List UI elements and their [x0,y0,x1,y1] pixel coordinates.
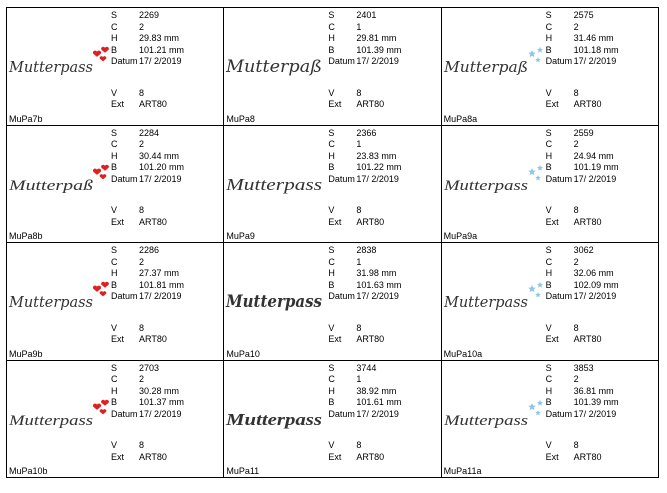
design-cell[interactable] [442,243,659,361]
meta-value: ART80 [573,334,602,345]
star-icon [537,282,543,288]
embroidery-lettering: Mutterpass [442,177,528,194]
meta-value: 8 [573,322,579,333]
meta-value: 38.92 mm [356,385,397,396]
meta-label: S [545,127,552,138]
meta-label: V [328,205,335,216]
meta-label: Datum [328,408,355,419]
meta-value: 2401 [356,10,377,20]
meta-label: Ext [328,216,342,227]
heart-icon [101,282,109,288]
meta-value: 102.09 mm [573,279,619,290]
meta-label: C [545,139,553,150]
meta-label: B [328,44,335,55]
design-preview [224,267,328,331]
meta-value: 2 [139,139,145,150]
meta-value: 2 [573,374,579,385]
meta-value: ART80 [139,334,167,345]
meta-value: 2 [573,256,579,267]
meta-label: B [111,162,118,173]
meta-value: 3853 [573,362,594,373]
meta-label: Datum [545,408,573,419]
design-preview [442,385,546,449]
embroidery-lettering: Mutterpass [225,292,323,312]
embroidery-lettering: Mutterpass [442,412,528,429]
heart-icon [93,51,101,57]
meta-label: Datum [111,56,138,67]
meta-label: H [111,385,118,396]
meta-label: C [328,256,335,267]
meta-value: 2559 [573,127,594,138]
meta-label: S [328,10,335,20]
meta-value: 2 [573,21,579,32]
design-name: MuPa11a [443,466,482,476]
design-name: MuPa8b [9,231,43,241]
meta-label: H [328,268,335,279]
star-icon [537,164,543,170]
meta-value: 17/ 2/2019 [139,56,182,67]
meta-label: B [328,397,335,408]
design-preview [224,385,328,449]
meta-label: V [111,322,118,333]
design-name: MuPa10 [226,348,260,359]
meta-value: 1 [356,21,362,32]
meta-label: Ext [111,99,125,110]
star-icon [535,292,541,297]
meta-label: Datum [545,291,573,302]
embroidery-lettering: Mutterpaß [225,57,323,77]
meta-label: B [545,162,552,173]
meta-label: H [111,268,118,279]
meta-label: B [111,279,118,290]
meta-label: H [545,385,553,396]
heart-icon [93,403,101,409]
meta-value: 8 [356,205,362,216]
meta-label: H [545,150,553,161]
meta-value: ART80 [573,216,602,227]
meta-value: 101.20 mm [139,162,185,173]
meta-value: 8 [139,87,145,98]
meta-value: 29.83 mm [139,33,180,44]
star-icon [537,47,543,53]
meta-label: H [111,150,118,161]
meta-value: 1 [356,374,362,385]
design-cell[interactable] [7,243,224,361]
design-cell[interactable] [442,361,659,479]
meta-value: ART80 [356,216,385,227]
meta-value: 2 [139,256,145,267]
meta-label: S [545,362,552,373]
meta-value: 101.22 mm [356,162,402,173]
meta-value: ART80 [573,99,602,110]
meta-value: 8 [356,87,362,98]
meta-label: V [328,87,335,98]
meta-value: 101.18 mm [573,44,619,55]
meta-label: S [545,10,552,20]
heart-icon [100,409,107,414]
meta-value: 1 [356,256,362,267]
embroidery-lettering: Mutterpass [7,412,94,429]
meta-label: B [545,397,552,408]
design-name: MuPa8 [226,113,255,124]
meta-label: V [111,440,118,451]
meta-value: 8 [356,322,362,333]
meta-label: C [111,21,118,32]
meta-label: V [545,205,552,216]
design-preview [224,150,328,214]
meta-value: 17/ 2/2019 [573,56,617,67]
meta-value: 23.83 mm [356,150,397,161]
design-cell[interactable] [442,126,659,244]
meta-value: 17/ 2/2019 [356,56,399,67]
meta-value: 17/ 2/2019 [573,291,617,302]
meta-value: ART80 [356,334,385,345]
catalog-grid [6,7,659,478]
meta-value: 17/ 2/2019 [139,291,182,302]
meta-value: 101.39 mm [573,397,619,408]
meta-value: 36.81 mm [573,385,614,396]
meta-value: 8 [139,322,145,333]
meta-value: 101.37 mm [139,397,185,408]
embroidery-lettering: Mutterpass [225,409,323,429]
meta-value: 2284 [139,127,160,138]
meta-value: 2575 [573,10,594,20]
meta-value: 2269 [139,10,160,20]
design-preview [7,267,111,331]
meta-label: V [111,87,118,98]
meta-label: S [111,245,118,255]
design-cell[interactable] [224,361,441,479]
meta-value: 2703 [139,362,160,373]
meta-value: 17/ 2/2019 [139,173,182,184]
design-name: MuPa9 [226,231,255,241]
meta-value: 31.46 mm [573,33,614,44]
meta-label: V [545,322,552,333]
meta-value: 8 [573,440,579,451]
meta-label: C [111,256,118,267]
meta-label: B [545,44,552,55]
design-name: MuPa9a [443,231,478,241]
design-cell[interactable] [7,126,224,244]
design-preview [442,150,546,214]
embroidery-lettering: Mutterpass [225,174,323,194]
meta-value: 8 [573,87,579,98]
meta-label: S [111,10,118,20]
meta-value: 24.94 mm [573,150,614,161]
star-icon [535,410,541,415]
meta-value: 8 [139,440,145,451]
heart-icon [101,399,109,405]
meta-value: 27.37 mm [139,268,180,279]
star-icon [528,50,536,57]
design-name: MuPa8a [443,113,478,124]
meta-value: 30.44 mm [139,150,180,161]
meta-label: S [328,127,335,138]
design-cell[interactable] [224,126,441,244]
meta-label: Datum [111,291,138,302]
meta-value: 101.21 mm [139,44,185,55]
meta-label: Ext [328,99,342,110]
star-icon [537,399,543,405]
meta-value: 17/ 2/2019 [139,408,182,419]
meta-label: C [545,374,553,385]
meta-value: 8 [139,205,145,216]
meta-value: ART80 [356,451,385,462]
meta-label: V [328,440,335,451]
design-preview [7,150,111,214]
heart-icon [101,47,109,53]
meta-label: H [328,150,335,161]
meta-label: Ext [545,451,559,462]
meta-value: 32.06 mm [573,268,614,279]
meta-label: B [545,279,552,290]
meta-label: C [111,374,118,385]
meta-label: Datum [545,56,573,67]
design-preview [7,385,111,449]
meta-label: H [328,385,335,396]
design-name: MuPa11 [226,466,260,476]
meta-label: S [545,245,552,255]
meta-label: C [545,256,553,267]
meta-value: 3744 [356,362,377,373]
meta-value: ART80 [139,451,167,462]
meta-value: 29.81 mm [356,33,397,44]
meta-value: 8 [573,205,579,216]
design-name: MuPa7b [9,113,43,124]
design-name: MuPa9b [9,348,43,359]
design-cell[interactable] [224,8,441,126]
meta-label: Datum [328,56,355,67]
meta-value: 31.98 mm [356,268,397,279]
meta-label: Datum [328,291,355,302]
meta-label: Datum [111,408,138,419]
meta-value: 17/ 2/2019 [573,408,617,419]
design-cell[interactable] [7,8,224,126]
embroidery-lettering: Mutterpaß [442,58,528,76]
meta-value: ART80 [139,216,167,227]
meta-label: B [111,397,118,408]
meta-value: 1 [356,139,362,150]
meta-label: H [545,268,553,279]
design-name: MuPa10a [443,348,483,359]
meta-label: H [111,33,118,44]
meta-label: B [328,162,335,173]
meta-value: ART80 [356,99,385,110]
meta-label: C [328,21,335,32]
meta-label: H [328,33,335,44]
meta-label: Ext [545,216,559,227]
meta-label: V [545,440,552,451]
design-name: MuPa10b [9,466,48,476]
meta-label: Ext [328,451,342,462]
meta-value: 3062 [573,245,594,255]
heart-icon [100,291,107,296]
meta-label: S [111,127,118,138]
meta-label: Datum [111,173,138,184]
meta-label: Ext [111,334,125,345]
design-preview [224,32,328,96]
heart-icon [100,56,107,61]
heart-icon [100,174,107,179]
meta-value: 17/ 2/2019 [356,408,399,419]
meta-value: 17/ 2/2019 [356,291,399,302]
meta-label: Datum [545,173,573,184]
embroidery-lettering: Mutterpaß [7,177,94,194]
star-icon [528,168,536,175]
design-preview [7,32,111,96]
meta-value: ART80 [139,99,167,110]
meta-value: 2366 [356,127,377,138]
meta-label: Datum [328,173,355,184]
meta-value: 101.19 mm [573,162,619,173]
design-cell[interactable] [7,361,224,479]
meta-label: V [111,205,118,216]
embroidery-lettering: Mutterpass [8,58,94,76]
meta-value: 2838 [356,245,377,255]
heart-icon [101,164,109,170]
meta-label: C [111,139,118,150]
meta-value: 101.61 mm [356,397,402,408]
meta-label: S [328,245,335,255]
meta-value: 30.28 mm [139,385,180,396]
meta-label: B [111,44,118,55]
meta-value: 2 [139,21,145,32]
meta-label: Ext [545,99,559,110]
design-preview [442,267,546,331]
meta-value: 17/ 2/2019 [573,173,617,184]
meta-value: ART80 [573,451,602,462]
meta-value: 2 [139,374,145,385]
meta-value: 101.81 mm [139,279,185,290]
meta-value: 2 [573,139,579,150]
star-icon [528,403,536,410]
design-cell[interactable] [442,8,659,126]
meta-label: B [328,279,335,290]
meta-label: S [111,362,118,373]
meta-label: C [328,374,335,385]
meta-label: V [328,322,335,333]
meta-label: Ext [111,451,125,462]
meta-label: C [545,21,553,32]
embroidery-lettering: Mutterpass [442,293,528,311]
meta-label: S [328,362,335,373]
meta-label: H [545,33,553,44]
meta-label: Ext [328,334,342,345]
meta-label: C [328,139,335,150]
embroidery-lettering: Mutterpass [8,293,94,311]
design-cell[interactable] [224,243,441,361]
meta-label: Ext [545,334,559,345]
meta-label: Ext [111,216,125,227]
meta-value: 101.39 mm [356,44,402,55]
design-preview [442,32,546,96]
meta-label: V [545,87,552,98]
heart-icon [93,168,101,174]
star-icon [535,57,541,62]
heart-icon [93,286,101,292]
meta-value: 8 [356,440,362,451]
meta-value: 2286 [139,245,160,255]
star-icon [528,285,536,292]
meta-value: 17/ 2/2019 [356,173,399,184]
star-icon [535,175,541,180]
meta-value: 101.63 mm [356,279,402,290]
